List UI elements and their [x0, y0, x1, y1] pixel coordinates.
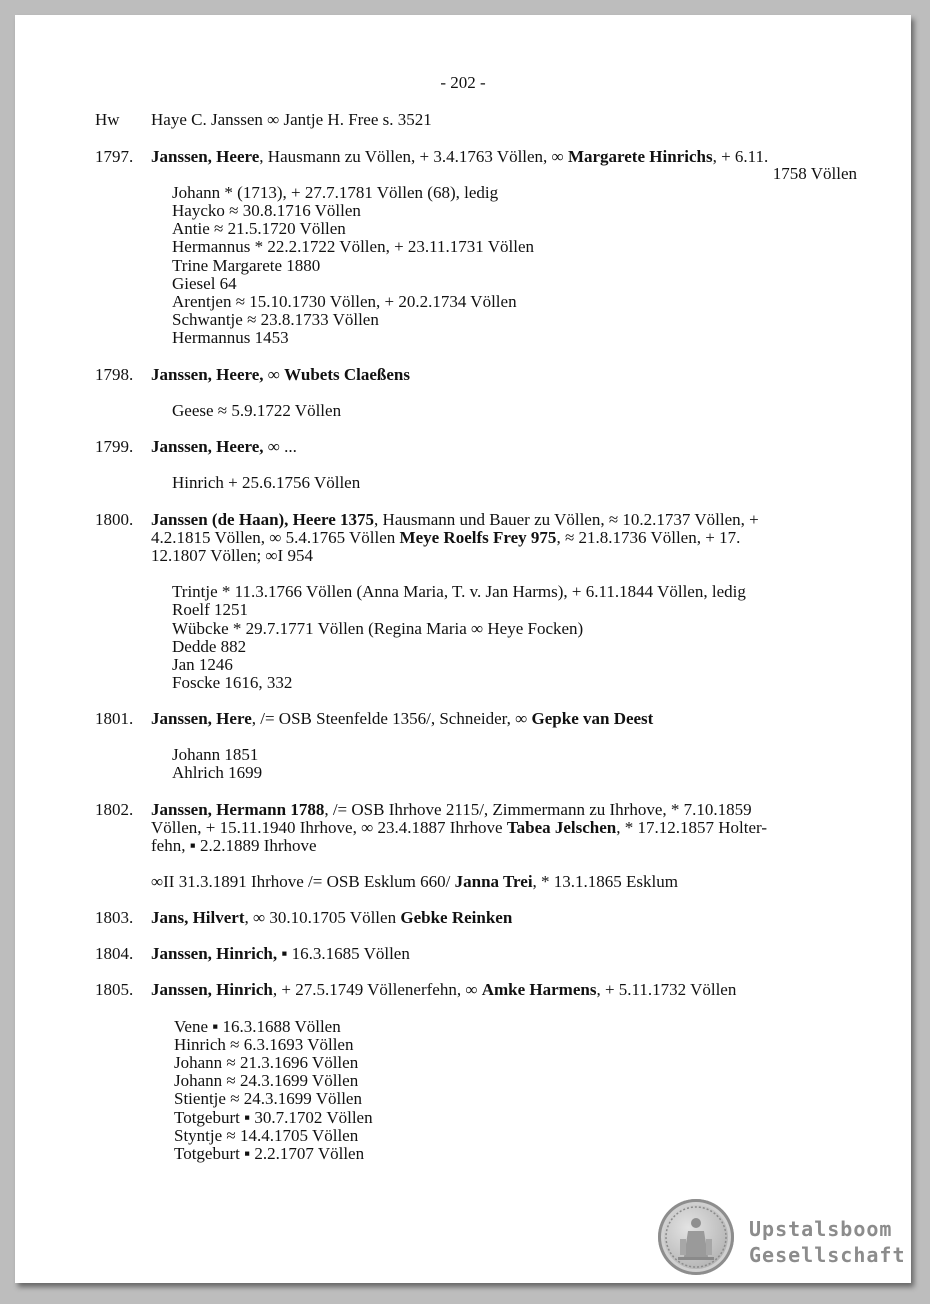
entry-1799-line: Janssen, Heere, ∞ ... [151, 437, 297, 456]
child-line: Schwantje ≈ 23.8.1733 Völlen [172, 310, 379, 329]
entry-1802-second-spouse: Janna Trei [454, 872, 533, 891]
hw-text: Haye C. Janssen ∞ Jantje H. Free s. 3521 [151, 110, 432, 129]
entry-1797-name: Janssen, Heere [151, 147, 260, 166]
child-line: Trine Margarete 1880 [172, 256, 321, 275]
entry-1799-name: Janssen, Heere, [151, 437, 264, 456]
child-line: Roelf 1251 [172, 600, 249, 619]
entry-1798-name: Janssen, Heere, [151, 365, 264, 384]
child-line: Giesel 64 [172, 274, 237, 293]
entry-number-1798: 1798. [95, 365, 134, 384]
child-line: Johann ≈ 24.3.1699 Völlen [174, 1071, 359, 1090]
entry-1802-line: Janssen, Hermann 1788, /= OSB Ihrhove 2115/, Zimmermann zu Ihrhove, * 7.10.1859 [151, 800, 752, 819]
child-line: Antie ≈ 21.5.1720 Völlen [172, 219, 346, 238]
child-line: Hinrich + 25.6.1756 Völlen [172, 473, 361, 492]
entry-1802-spouse: Tabea Jelschen [506, 818, 617, 837]
entry-number-1804: 1804. [95, 944, 134, 963]
entry-1797-line: Janssen, Heere, Hausmann zu Völlen, + 3.4.1763 Völlen, ∞ Margarete Hinrichs, + 6.11. [151, 147, 769, 166]
child-line: Totgeburt ▪ 2.2.1707 Völlen [174, 1144, 365, 1163]
entry-1797-spouse: Margarete Hinrichs [567, 147, 713, 166]
entry-number-1805: 1805. [95, 980, 134, 999]
child-line: Totgeburt ▪ 30.7.1702 Völlen [174, 1108, 373, 1127]
entry-1798-line: Janssen, Heere, ∞ Wubets Claeßens [151, 365, 410, 384]
entry-1797-cont: 1758 Völlen [772, 164, 857, 183]
child-line: Hermannus * 22.2.1722 Völlen, + 23.11.1731 Völlen [172, 237, 534, 256]
entry-1800-spouse: Meye Roelfs Frey 975 [399, 528, 557, 547]
entry-1803-spouse: Gebke Reinken [400, 908, 513, 927]
entry-number-1801: 1801. [95, 709, 134, 728]
entry-1804-name: Janssen, Hinrich, [151, 944, 278, 963]
entry-1805-line: Janssen, Hinrich, + 27.5.1749 Völlenerfehn, ∞ Amke Harmens, + 5.11.1732 Völlen [151, 980, 737, 999]
child-line: Trintje * 11.3.1766 Völlen (Anna Maria, T. v. Jan Harms), + 6.11.1844 Völlen, ledig [172, 582, 746, 601]
logo-text-line1: Upstalsboom [749, 1217, 893, 1241]
child-line: Foscke 1616, 332 [172, 673, 293, 692]
child-line: Hinrich ≈ 6.3.1693 Völlen [174, 1035, 354, 1054]
child-line: Dedde 882 [172, 637, 247, 656]
entry-1805-spouse: Amke Harmens [481, 980, 597, 999]
entry-1802-line3: fehn, ▪ 2.2.1889 Ihrhove [151, 836, 317, 855]
entry-1800-line: Janssen (de Haan), Heere 1375, Hausmann und Bauer zu Völlen, ≈ 10.2.1737 Völlen, + [151, 510, 759, 529]
document-page [15, 15, 911, 1283]
child-line: Johann * (1713), + 27.7.1781 Völlen (68), ledig [172, 183, 499, 202]
entry-1800-line2: 4.2.1815 Völlen, ∞ 5.4.1765 Völlen Meye Roelfs Frey 975, ≈ 21.8.1736 Völlen, + 17. [151, 528, 741, 547]
child-line: Haycko ≈ 30.8.1716 Völlen [172, 201, 361, 220]
logo-text-line2: Gesellschaft [749, 1243, 906, 1267]
child-line: Ahlrich 1699 [172, 763, 263, 782]
child-line: Johann 1851 [172, 745, 259, 764]
child-line: Styntje ≈ 14.4.1705 Völlen [174, 1126, 359, 1145]
entry-number-1799: 1799. [95, 437, 134, 456]
entry-1801-name: Janssen, Here [151, 709, 252, 728]
entry-number-1802: 1802. [95, 800, 134, 819]
entry-1802-line2: Völlen, + 15.11.1940 Ihrhove, ∞ 23.4.1887 Ihrhove Tabea Jelschen, * 17.12.1857 Holter- [151, 818, 768, 837]
entry-number-1797: 1797. [95, 147, 134, 166]
entry-number-1800: 1800. [95, 510, 134, 529]
entry-1802-second-marriage: ∞II 31.3.1891 Ihrhove /= OSB Esklum 660/ Janna Trei, * 13.1.1865 Esklum [151, 872, 678, 891]
seal-icon [658, 1199, 734, 1275]
entry-1805-name: Janssen, Hinrich [151, 980, 273, 999]
entry-1801-line: Janssen, Here, /= OSB Steenfelde 1356/, Schneider, ∞ Gepke van Deest [151, 709, 654, 728]
entry-number-1803: 1803. [95, 908, 134, 927]
entry-1801-spouse: Gepke van Deest [531, 709, 654, 728]
page-number: - 202 - [440, 73, 486, 92]
entry-1798-spouse: Wubets Claeßens [284, 365, 410, 384]
child-line: Johann ≈ 21.3.1696 Völlen [174, 1053, 359, 1072]
entry-1802-name: Janssen, Hermann 1788 [151, 800, 325, 819]
child-line: Jan 1246 [172, 655, 233, 674]
entry-1800-line3: 12.1807 Völlen; ∞I 954 [151, 546, 313, 565]
child-line: Vene ▪ 16.3.1688 Völlen [174, 1017, 341, 1036]
entry-1803-line: Jans, Hilvert, ∞ 30.10.1705 Völlen Gebke Reinken [151, 908, 513, 927]
entry-1803-name: Jans, Hilvert [151, 908, 245, 927]
entry-1804-line: Janssen, Hinrich, ▪ 16.3.1685 Völlen [151, 944, 410, 963]
child-line: Arentjen ≈ 15.10.1730 Völlen, + 20.2.1734 Völlen [172, 292, 517, 311]
child-line: Wübcke * 29.7.1771 Völlen (Regina Maria ∞ Heye Focken) [172, 619, 584, 638]
entry-1800-name: Janssen (de Haan), Heere 1375 [151, 510, 375, 529]
hw-label: Hw [95, 110, 120, 129]
child-line: Stientje ≈ 24.3.1699 Völlen [174, 1089, 362, 1108]
child-line: Geese ≈ 5.9.1722 Völlen [172, 401, 342, 420]
child-line: Hermannus 1453 [172, 328, 289, 347]
